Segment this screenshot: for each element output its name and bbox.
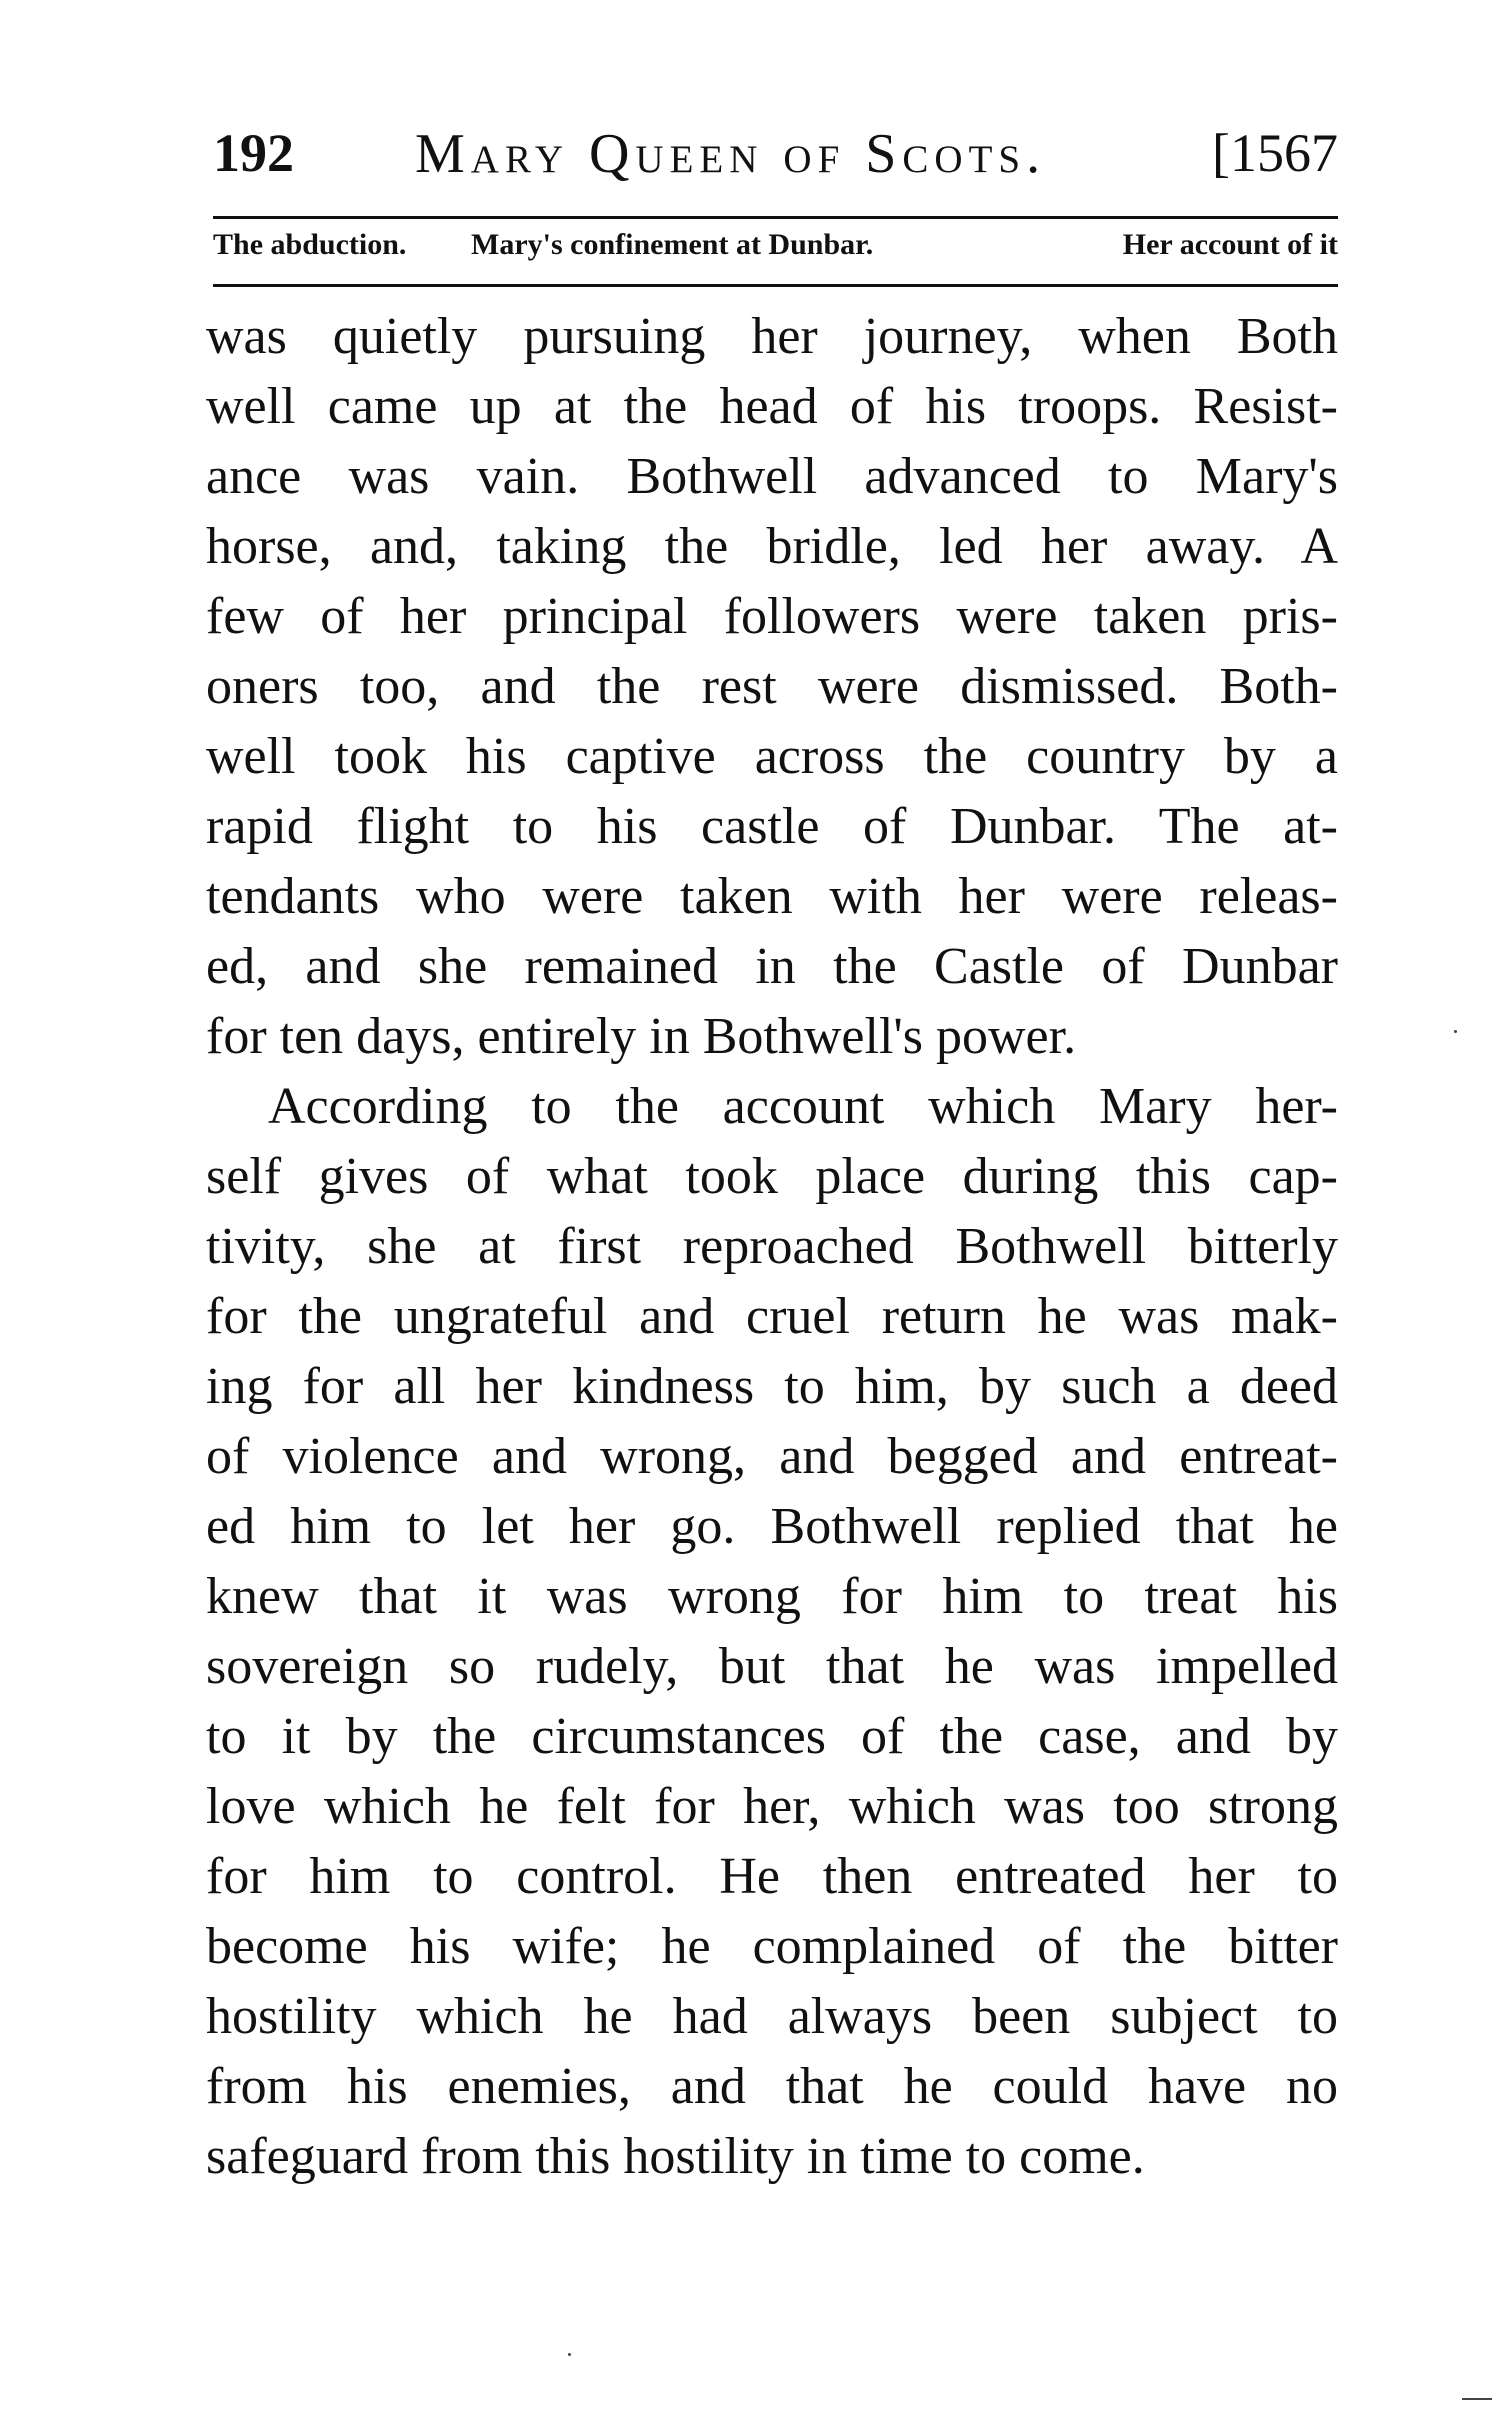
text-line: self gives of what took place during this cap- (206, 1148, 1338, 1205)
text-line: of violence and wrong, and begged and entreat- (206, 1428, 1338, 1485)
paragraph (206, 302, 1338, 1072)
text-line: ance was vain. Bothwell advanced to Mary's (206, 448, 1338, 505)
body-text (206, 302, 1338, 2192)
text-line: love which he felt for her, which was too strong (206, 1778, 1338, 1835)
header-year: [1567 (1212, 123, 1338, 183)
text-line: well came up at the head of his troops. Resist- (206, 378, 1338, 435)
text-line: tivity, she at first reproached Bothwell bitterly (206, 1218, 1338, 1275)
topic-headings (213, 228, 1338, 278)
text-line: safeguard from this hostility in time to come. (206, 2128, 1145, 2185)
topic-heading: The abduction. (213, 228, 407, 261)
print-speck (1462, 2398, 1492, 2400)
text-line: for him to control. He then entreated her to (206, 1848, 1338, 1905)
text-line: According to the account which Mary her- (268, 1078, 1338, 1135)
topic-heading: Mary's confinement at Dunbar. (471, 228, 874, 261)
text-line: well took his captive across the country by a (206, 728, 1338, 785)
text-line: hostility which he had always been subject to (206, 1988, 1338, 2045)
text-line: become his wife; he complained of the bitter (206, 1918, 1338, 1975)
text-line: few of her principal followers were taken pris- (206, 588, 1338, 645)
text-line: to it by the circumstances of the case, and by (206, 1708, 1338, 1765)
text-line: for the ungrateful and cruel return he was mak- (206, 1288, 1338, 1345)
text-line: oners too, and the rest were dismissed. Both- (206, 658, 1338, 715)
text-line: ed him to let her go. Bothwell replied that he (206, 1498, 1338, 1555)
text-line: for ten days, entirely in Bothwell's power. (206, 1008, 1077, 1065)
text-line: was quietly pursuing her journey, when Both (206, 308, 1338, 365)
text-line: knew that it was wrong for him to treat his (206, 1568, 1338, 1625)
header-rule-bottom (213, 284, 1338, 287)
page-header (213, 112, 1338, 202)
running-title: Mary Queen of Scots. (415, 123, 1047, 185)
header-rule-top (213, 216, 1338, 219)
topic-heading: Her account of it (1122, 228, 1338, 261)
print-speck (1454, 1030, 1457, 1033)
text-line: ed, and she remained in the Castle of Dunbar (206, 938, 1338, 995)
paragraph (206, 1072, 1338, 2192)
text-line: ing for all her kindness to him, by such a deed (206, 1358, 1338, 1415)
print-speck (568, 2353, 571, 2356)
text-line: from his enemies, and that he could have no (206, 2058, 1338, 2115)
text-line: tendants who were taken with her were releas- (206, 868, 1338, 925)
text-line: horse, and, taking the bridle, led her away. A (206, 518, 1338, 575)
text-line: rapid flight to his castle of Dunbar. The at- (206, 798, 1338, 855)
text-line: sovereign so rudely, but that he was impelled (206, 1638, 1338, 1695)
page-number: 192 (213, 123, 294, 183)
